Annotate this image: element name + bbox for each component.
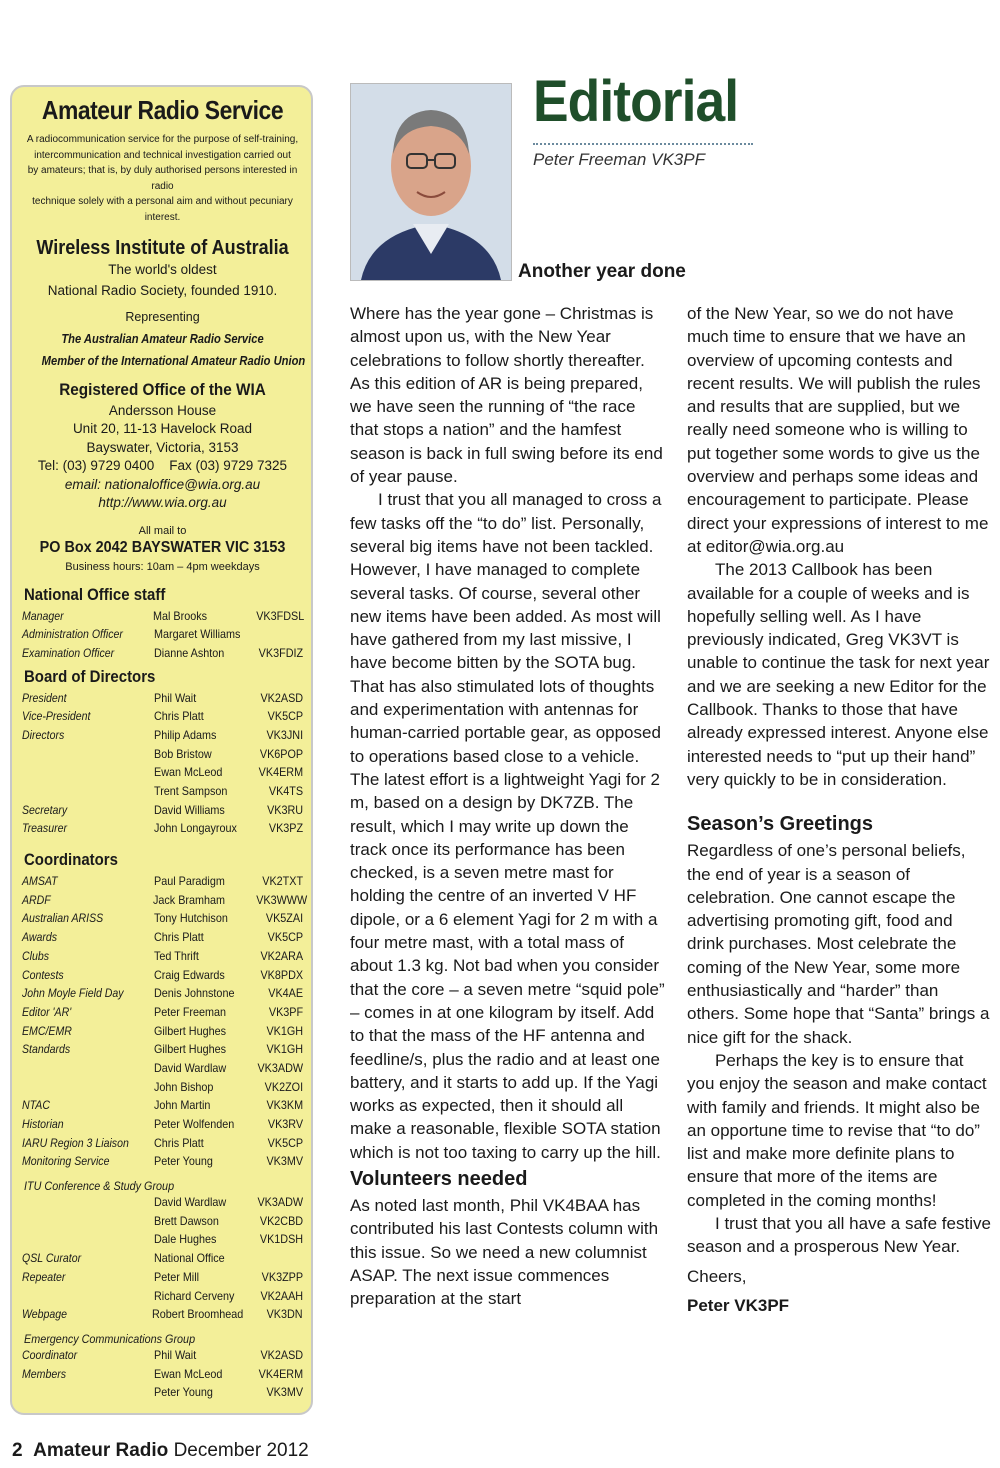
role: Vice-President [22, 709, 91, 724]
staff-row [22, 1115, 303, 1134]
callsign: VK2ARA [260, 948, 303, 963]
role: Repeater [22, 1269, 66, 1284]
callsign: VK3DN [266, 1307, 303, 1322]
staff-row [22, 1212, 303, 1231]
callsign: VK2ASD [260, 690, 303, 705]
role: Secretary [22, 802, 68, 817]
person-name: Bob Bristow [153, 746, 212, 761]
callsign: VK3ZPP [261, 1269, 303, 1284]
desc-line: intercommunication and technical investigation carried out [34, 149, 291, 161]
staff-row [22, 984, 303, 1003]
role: Editor 'AR' [22, 1004, 72, 1019]
article-subheading: Another year done [518, 261, 686, 282]
section-heading-volunteers: Volunteers needed [350, 1167, 528, 1190]
role: Australian ARISS [22, 911, 104, 926]
staff-row [22, 1346, 303, 1365]
staff-row [22, 726, 303, 745]
representing-label: Representing [125, 310, 200, 324]
callsign: VK5CP [267, 1135, 303, 1150]
represented-service: The Australian Amateur Radio Service [61, 330, 264, 346]
emergency-heading: Emergency Communications Group [24, 1331, 196, 1346]
person-name: Ewan McLeod [153, 765, 223, 780]
callsign: VK2ASD [260, 1347, 303, 1362]
role [22, 1059, 138, 1078]
staff-row [22, 966, 303, 985]
person-name: National Office [153, 1251, 225, 1266]
staff-row [22, 1193, 303, 1212]
person-name: Peter Young [153, 1154, 213, 1169]
role: AMSAT [22, 874, 58, 889]
desc-line: technique solely with a personal aim and without pecuniary interest. [32, 196, 293, 223]
role [22, 1230, 138, 1249]
person-name: David Wardlaw [153, 1060, 226, 1075]
callsign: VK1GH [266, 1023, 303, 1038]
staff-row [22, 763, 303, 782]
callsign: VK3RU [266, 802, 303, 817]
closing: Cheers, [687, 1266, 747, 1286]
person-name: Paul Paradigm [153, 874, 225, 889]
paragraph: of the New Year, so we do not have much time to ensure that we have an overview of upcoming contests and recent results. We will publish the rules and results that are supplied, but we really need someone who is willing to put together some words to give us the overview and perhaps some ideas and encouragement to participate. Please direct your expressions of interest to me at editor@wia.org.au [687, 304, 989, 556]
callsign: VK4TS [268, 784, 303, 798]
person-name: Jack Bramham [153, 892, 226, 907]
callsign: VK1DSH [259, 1232, 303, 1247]
person-name: John Bishop [153, 1079, 214, 1094]
person-name: John Longayroux [153, 821, 237, 836]
staff-row [22, 1059, 303, 1078]
staff-row [22, 1096, 303, 1115]
page-number: 2 [12, 1440, 23, 1461]
person-name: Ted Thrift [153, 948, 199, 963]
callsign: VK3PZ [268, 821, 303, 836]
service-title: Amateur Radio Service [41, 95, 284, 125]
service-description [22, 132, 303, 225]
page-footer [12, 1440, 309, 1462]
person-name: Phil Wait [153, 690, 196, 705]
role: Awards [22, 930, 58, 945]
article-column-1 [350, 302, 668, 1310]
paragraph: I trust that you all have a safe festive season and a prosperous New Year. [687, 1213, 991, 1257]
paragraph: Regardless of one’s personal beliefs, the end of year is a season of celebration. One cannot escape the advertising promoting gift, food and drink purchases. Most celebrate the coming of the New Year, some more enthusiastically and “harder” than others. Some hope that “Santa” brings a nice gift for the shack. [687, 841, 990, 1047]
person-name: Brett Dawson [153, 1213, 219, 1228]
board-list [22, 689, 303, 839]
person-name: Peter Mill [153, 1269, 199, 1284]
role: ARDF [22, 892, 51, 907]
person-name: Gilbert Hughes [153, 1023, 226, 1038]
callsign: VK3FDSL [256, 608, 305, 623]
role: Contests [22, 967, 64, 982]
callsign: VK3WWW [256, 892, 308, 907]
staff-row [22, 1003, 303, 1022]
person-name: Peter Young [153, 1385, 213, 1400]
staff-row [22, 607, 303, 626]
wia-info-panel [10, 85, 313, 1415]
person-name: Gilbert Hughes [153, 1042, 226, 1057]
staff-row [22, 1078, 303, 1097]
staff-row [22, 819, 303, 838]
staff-row [22, 1249, 303, 1268]
role: Examination Officer [22, 645, 115, 660]
board-heading: Board of Directors [24, 666, 156, 686]
role [22, 1193, 138, 1212]
address-line3: Bayswater, Victoria, 3153 [86, 439, 239, 455]
wia-title: Wireless Institute of Australia [36, 237, 289, 259]
person-name: Chris Platt [153, 930, 204, 945]
callsign: VK3MV [266, 1385, 303, 1400]
callsign: VK2ZOI [264, 1079, 303, 1094]
staff-row [22, 1230, 303, 1249]
role: Administration Officer [22, 627, 123, 642]
callsign: VK3FDIZ [258, 645, 303, 660]
magazine-name: Amateur Radio [33, 1440, 169, 1461]
role: Webpage [22, 1307, 68, 1322]
author-portrait-image [351, 84, 511, 280]
callsign: VK4ERM [258, 765, 303, 780]
callsign [257, 625, 303, 644]
itu-list [22, 1193, 303, 1324]
callsign: VK4AE [268, 986, 303, 1001]
business-hours: Business hours: 10am – 4pm weekdays [65, 560, 260, 573]
title-divider [533, 143, 753, 145]
callsign: VK3MV [266, 1154, 303, 1169]
article-title: Editorial [533, 69, 739, 134]
staff-row [22, 1365, 303, 1384]
person-name: David Wardlaw [153, 1195, 226, 1210]
role: President [22, 690, 67, 705]
person-name: David Williams [153, 802, 225, 817]
paragraph: The 2013 Callbook has been available for a couple of weeks and is hopefully selling well. As I have previously indicated, Greg VK3VT is unable to continue the task for next year and we are seeking a new Editor for the Callbook. Thanks to those that have already expressed interest. Anyone else interested needs to “put up their hand” very quickly to be in consideration. [687, 560, 990, 789]
person-name: Tony Hutchison [153, 911, 228, 926]
section-heading-seasons-greetings: Season’s Greetings [687, 813, 873, 836]
author-byline: Peter Freeman VK3PF [533, 150, 705, 169]
callsign: VK3KM [266, 1098, 303, 1113]
callsign: VK3RV [267, 1117, 303, 1131]
staff-row [22, 782, 303, 801]
staff-row [22, 1040, 303, 1059]
role [22, 1078, 138, 1097]
staff-row [22, 947, 303, 966]
person-name: Richard Cerveny [153, 1288, 235, 1303]
callsign: VK6POP [259, 746, 303, 761]
role [22, 1212, 138, 1231]
person-name: Robert Broomhead [152, 1307, 244, 1322]
wia-line1: The world's oldest [108, 262, 217, 277]
all-mail-label: All mail to [138, 524, 187, 537]
signature: Peter VK3PF [687, 1295, 790, 1315]
staff-row [22, 644, 303, 663]
article-column-2 [687, 302, 992, 1317]
callsign: VK4ERM [258, 1366, 303, 1381]
wia-line2: National Radio Society, founded 1910. [47, 282, 278, 298]
role [22, 782, 138, 801]
staff-row [22, 1134, 303, 1153]
callsign: VK3PF [268, 1004, 303, 1019]
address-line2: Unit 20, 11-13 Havelock Road [72, 421, 253, 436]
staff-row [22, 1305, 303, 1324]
emergency-list [22, 1346, 303, 1402]
role [22, 745, 138, 764]
callsign: VK3ADW [257, 1060, 303, 1075]
address-line1: Andersson House [108, 402, 217, 418]
staff-row [22, 1268, 303, 1287]
callsign: VK3ADW [257, 1195, 303, 1210]
callsign [257, 1249, 303, 1268]
person-name: Phil Wait [153, 1347, 196, 1362]
callsign: VK8PDX [260, 967, 303, 982]
author-photo [350, 83, 512, 281]
role: Coordinator [22, 1347, 78, 1362]
person-name: John Martin [153, 1098, 211, 1113]
staff-row [22, 801, 303, 820]
staff-row [22, 1287, 303, 1306]
paragraph: Perhaps the key is to ensure that you enjoy the season and make contact with family and friends. It might also be an opportune time to revise that “to do” list and make more definite plans to ensure that more of the items are completed in the coming months! [687, 1050, 987, 1210]
person-name: Philip Adams [153, 727, 217, 742]
office-title: Registered Office of the WIA [59, 379, 266, 399]
role: IARU Region 3 Liaison [22, 1135, 129, 1150]
desc-line: by amateurs; that is, by duly authorised persons interested in radio [27, 165, 298, 192]
role: John Moyle Field Day [22, 986, 124, 1001]
person-name: Dianne Ashton [153, 645, 224, 660]
itu-heading: ITU Conference & Study Group [24, 1179, 175, 1194]
callsign: VK5CP [267, 709, 303, 724]
staff-row [22, 689, 303, 708]
coordinators-heading: Coordinators [24, 850, 118, 870]
iaru-membership: Member of the International Amateur Radio Union [41, 352, 306, 368]
staff-row [22, 745, 303, 764]
desc-line: A radiocommunication service for the purpose of self-training, [26, 134, 299, 145]
role: Members [22, 1366, 67, 1381]
paragraph: Where has the year gone – Christmas is almost upon us, with the New Year celebrations to follow shortly thereafter. As this edition of AR is being prepared, we have seen the running of “the race that stops a nation” and the hamfest season is back in full swing before its end of year pause. [350, 304, 663, 487]
coordinators-list [22, 872, 308, 1171]
role: Historian [22, 1117, 64, 1131]
person-name: Ewan McLeod [153, 1366, 223, 1381]
staff-row [22, 1022, 303, 1041]
staff-row [22, 707, 303, 726]
callsign: VK2AAH [260, 1288, 303, 1303]
role: NTAC [22, 1098, 50, 1113]
staff-row [22, 909, 303, 928]
role: Directors [22, 727, 65, 742]
callsign: VK5ZAI [265, 911, 303, 926]
role: Treasurer [22, 821, 67, 836]
paragraph: As noted last month, Phil VK4BAA has contributed his last Contests column with this issue. So we need a new columnist ASAP. The next issue commences preparation at the start [350, 1195, 659, 1309]
person-name: Dale Hughes [153, 1232, 217, 1247]
person-name: Chris Platt [153, 1135, 204, 1150]
staff-row [22, 872, 303, 891]
callsign: VK2CBD [259, 1213, 303, 1228]
po-box: PO Box 2042 BAYSWATER VIC 3153 [39, 538, 286, 556]
role: Manager [22, 608, 64, 623]
callsign: VK2TXT [262, 874, 303, 889]
person-name: Mal Brooks [153, 608, 208, 623]
phone-fax: Tel: (03) 9729 0400 Fax (03) 9729 7325 [37, 458, 288, 473]
role [22, 1383, 138, 1402]
person-name: Denis Johnstone [153, 986, 235, 1001]
national-office-list [22, 607, 303, 663]
staff-row [22, 625, 303, 644]
staff-row [22, 928, 303, 947]
issue-date: December 2012 [173, 1440, 309, 1461]
callsign: VK5CP [267, 930, 303, 945]
role: Monitoring Service [22, 1154, 110, 1169]
person-name: Peter Freeman [153, 1004, 226, 1019]
email-link[interactable]: email: nationaloffice@wia.org.au [64, 476, 261, 492]
role: QSL Curator [22, 1251, 82, 1266]
role [22, 1287, 138, 1306]
staff-row [22, 1152, 303, 1171]
staff-row [22, 891, 308, 910]
person-name: Margaret Williams [153, 627, 241, 642]
role: Clubs [22, 948, 50, 963]
role: Standards [22, 1042, 71, 1057]
person-name: Chris Platt [153, 709, 204, 724]
role [22, 763, 138, 782]
website-link[interactable]: http://www.wia.org.au [98, 495, 227, 510]
person-name: Peter Wolfenden [153, 1117, 234, 1131]
callsign: VK1GH [266, 1042, 303, 1057]
staff-row [22, 1383, 303, 1402]
person-name: Craig Edwards [153, 967, 225, 982]
paragraph: I trust that you all managed to cross a few tasks off the “to do” list. Personally, several big items have not been tackled. However, I have managed to complete several tasks. Of course, several other new items have been added. As most will have gathered from my last missive, I have become bitten by the SOTA bug. That has also stimulated lots of thoughts and experimentation with antennas for human-carried portable gear, as opposed to operations based close to a vehicle. The latest effort is a lightweight Yagi for 2 m, based on a design by DK7ZB. The result, which I may write up down the track once its performance has been checked, is a seven metre mast for holding the centre of an inverted V HF dipole, or a 6 element Yagi for 2 m with a four metre mast, with a total mass of about 1.3 kg. Not bad when you consider that the core – a seven metre “squid pole” – comes in at one kilogram by itself. Add to that the mass of the HF antenna and feedline/s, plus the radio and at least one battery, and it starts to add up. If the Yagi works as expected, then it should all make a reasonable, flexible SOTA station which is not too taxing to carry up the hill. [350, 490, 665, 1162]
callsign: VK3JNI [266, 727, 303, 742]
role: EMC/EMR [22, 1023, 72, 1038]
person-name: Trent Sampson [153, 784, 228, 798]
national-office-heading: National Office staff [24, 584, 166, 604]
